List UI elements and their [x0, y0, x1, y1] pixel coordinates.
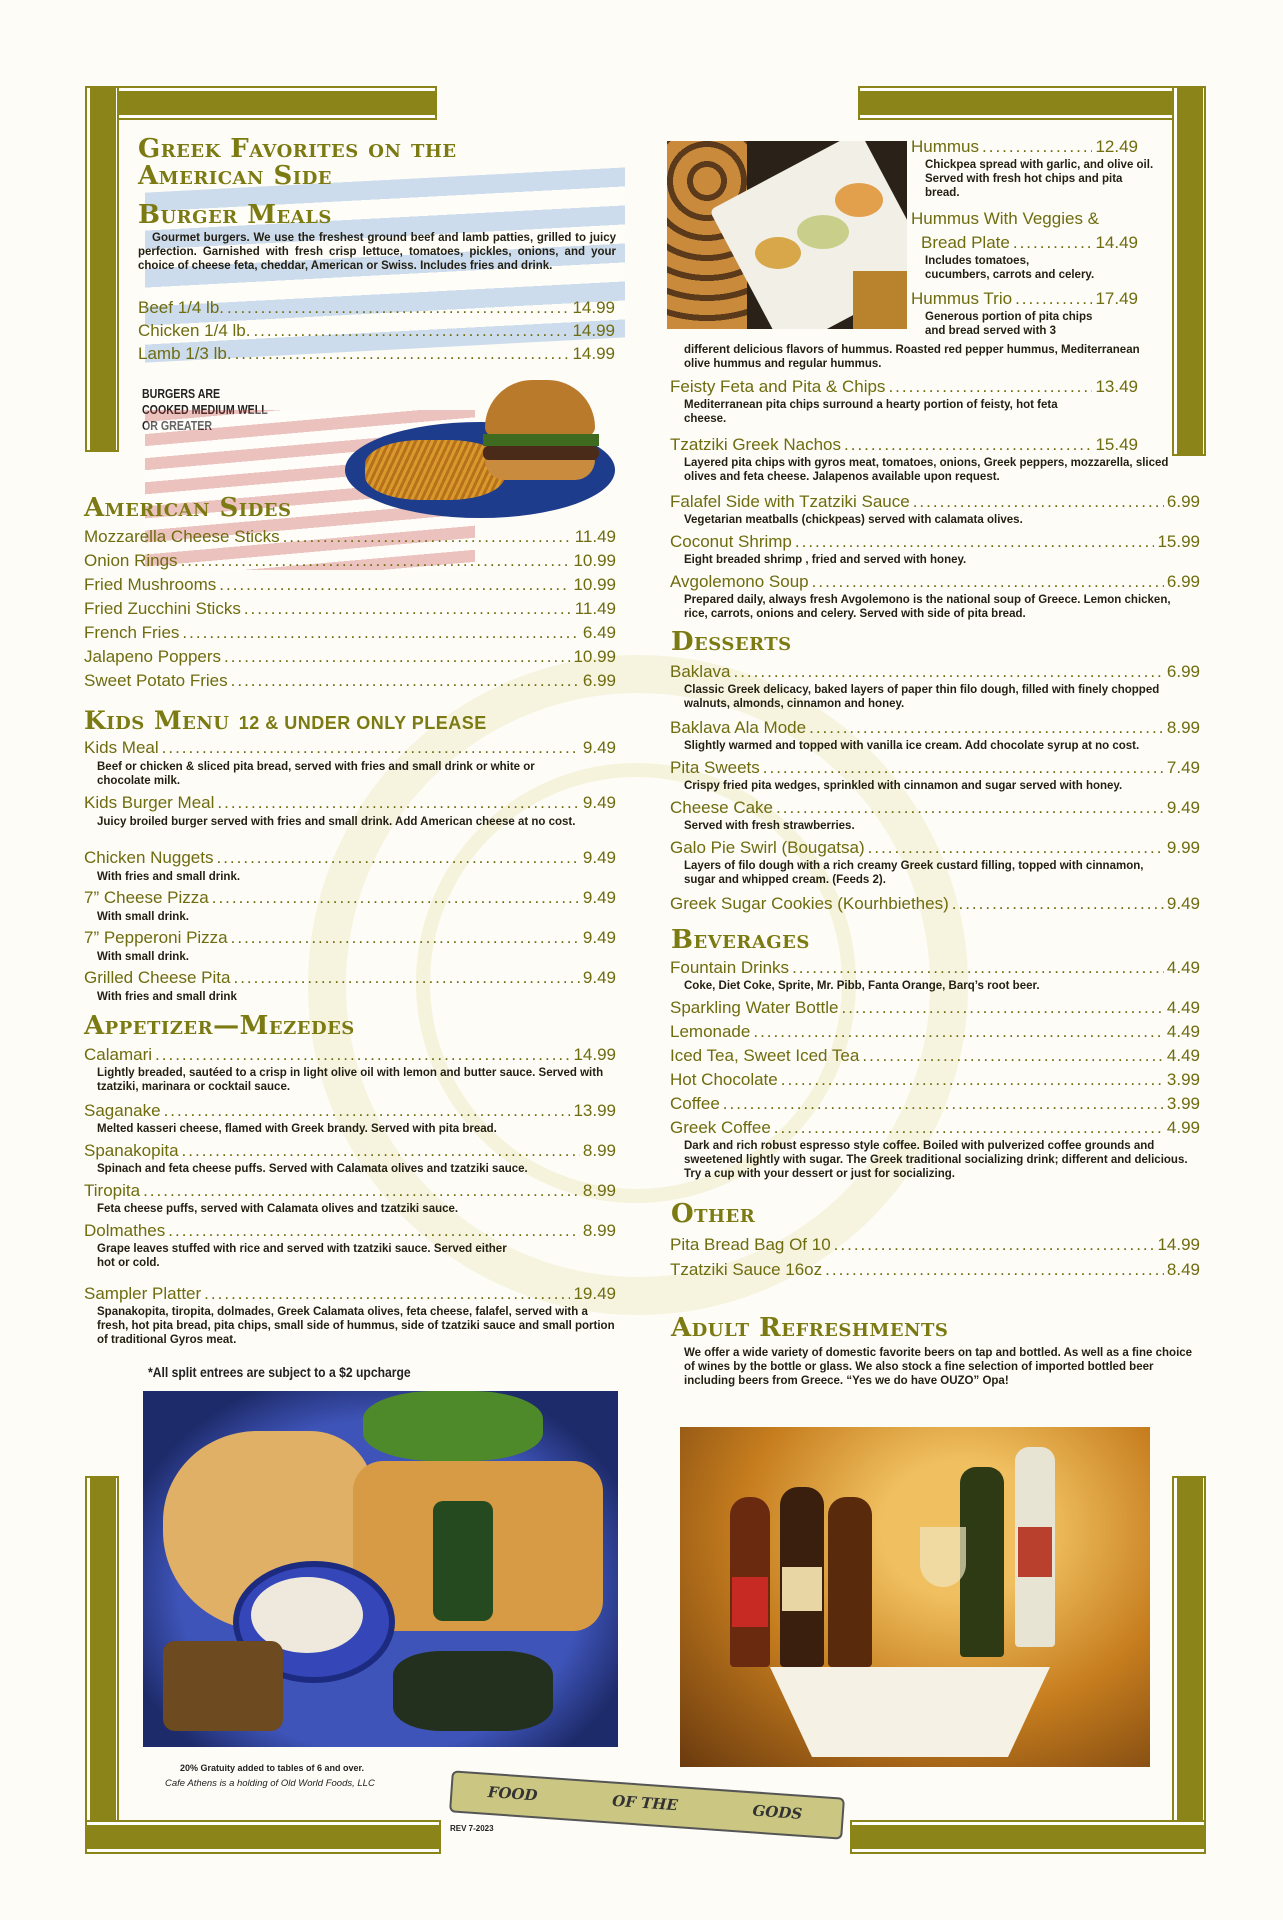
appetizer-desc: Melted kasseri cheese, flamed with Greek brandy. Served with pita bread.: [97, 1123, 497, 1135]
appetizer-item: Falafel Side with Tzatziki Sauce ..... 6.99: [670, 492, 1200, 512]
beverage-item: Fountain Drinks ..... 4.49: [670, 958, 1200, 978]
burger-description: Gourmet burgers. We use the freshest ground beef and lamb patties, grilled to juicy perfection. Garnished with fresh crisp lettuce, tomatoes, pickles, onions, and your choice of cheese feta, cheddar, American or Swiss. Includes fries and drink.: [138, 232, 616, 272]
burger-item: Chicken 1/4 lb. ..... 14.99: [138, 321, 615, 341]
beverage-item: Hot Chocolate ..... 3.99: [670, 1070, 1200, 1090]
hummus-desc: Chickpea spread with garlic, and olive oil. Served with fresh hot chips and pita bread.: [925, 159, 1154, 199]
appetizer-desc: Eight breaded shrimp , fried and served with honey.: [684, 554, 967, 566]
hummus-item: Hummus ..... 12.49: [911, 137, 1138, 157]
appetizer-item: Sampler Platter ..... 19.49: [84, 1284, 616, 1304]
appetizer-desc: Mediterranean pita chips surround a hearty portion of feisty, hot feta cheese.: [684, 399, 1058, 425]
kids-item: Kids Meal ..... 9.49: [84, 738, 616, 758]
side-item: Onion Rings ..... 10.99: [84, 551, 616, 571]
banner-word-gods: GODS: [751, 1801, 803, 1823]
side-item: Fried Zucchini Sticks ..... 11.49: [84, 599, 616, 619]
adult-refreshments-heading: Adult Refreshments: [671, 1313, 949, 1343]
burger-meals-heading: Burger Meals: [138, 200, 332, 230]
burger-plate-photo: [345, 380, 617, 520]
kids-item: 7” Pepperoni Pizza ..... 9.49: [84, 928, 616, 948]
kids-item-desc: With fries and small drink: [97, 991, 237, 1003]
revision-label: REV 7-2023: [450, 1824, 494, 1833]
kids-menu-heading: Kids Menu 12 & UNDER ONLY PLEASE: [84, 706, 487, 735]
dessert-item: Baklava ..... 6.99: [670, 662, 1200, 682]
appetizer-item: Saganake ..... 13.99: [84, 1101, 616, 1121]
greek-american-heading: Greek Favorites on the American Side: [138, 134, 457, 191]
appetizer-item: Tzatziki Greek Nachos ..... 15.49: [670, 435, 1138, 455]
appetizer-desc: Prepared daily, always fresh Avgolemono is the national soup of Greece. Lemon chicken, rice, carrots, onions and celery. Served with side of pita bread.: [684, 594, 1171, 620]
desserts-heading: Desserts: [671, 627, 792, 657]
hummus-item: Hummus Trio ..... 17.49: [911, 289, 1138, 309]
beverage-item: Iced Tea, Sweet Iced Tea ..... 4.49: [670, 1046, 1200, 1066]
kids-age-note: 12 & UNDER ONLY PLEASE: [238, 713, 487, 733]
food-of-the-gods-banner: [450, 1776, 840, 1836]
hummus-desc: Includes tomatoes, cucumbers, carrots and celery.: [925, 255, 1095, 281]
drinks-photo: [680, 1427, 1150, 1767]
dessert-desc: Served with fresh strawberries.: [684, 820, 855, 832]
dessert-desc: Slightly warmed and topped with vanilla ice cream. Add chocolate syrup at no cost.: [684, 740, 1140, 752]
appetizer-desc: Spanakopita, tiropita, dolmades, Greek Calamata olives, feta cheese, falafel, served with a fresh, hot pita bread, pita chips, small side of hummus, side of tzatziki sauce and small portion of traditional Gyros meat.: [97, 1306, 615, 1346]
appetizer-desc: Feta cheese puffs, served with Calamata olives and tzatziki sauce.: [97, 1203, 459, 1215]
beverage-item: Coffee ..... 3.99: [670, 1094, 1200, 1114]
other-item: Tzatziki Sauce 16oz ..... 8.49: [670, 1260, 1200, 1280]
burger-item: Beef 1/4 lb. ..... 14.99: [138, 298, 615, 318]
greek-key-border-right-upper: [1172, 86, 1206, 456]
beverage-item: Greek Coffee ..... 4.99: [670, 1118, 1200, 1138]
banner-word-food: FOOD: [487, 1783, 539, 1805]
dessert-item: Baklava Ala Mode ..... 8.99: [670, 718, 1200, 738]
beverages-heading: Beverages: [671, 925, 810, 955]
banner-word-of-the: OF THE: [611, 1791, 679, 1815]
side-item: French Fries ..... 6.49: [84, 623, 616, 643]
side-item: Mozzarella Cheese Sticks ..... 11.49: [84, 527, 616, 547]
holding-note: Cafe Athens is a holding of Old World Foods, LLC: [165, 1778, 375, 1789]
kids-item: Chicken Nuggets ..... 9.49: [84, 848, 616, 868]
appetizer-item: Calamari ..... 14.99: [84, 1045, 616, 1065]
dessert-desc: Layers of filo dough with a rich creamy Greek custard filling, topped with cinnamon, sugar and whipped cream. (Feeds 2).: [684, 860, 1144, 886]
greek-key-border-top-left: [85, 86, 437, 120]
kids-item-desc: With small drink.: [97, 951, 189, 963]
appetizer-desc: Vegetarian meatballs (chickpeas) served with calamata olives.: [684, 514, 1023, 526]
adult-refreshments-desc: We offer a wide variety of domestic favorite beers on tap and bottled. As well as a fine choice of wines by the bottle or glass. We also stock a fine selection of imported bottled beer including beers from Greece. “Yes we do have OUZO” Opa!: [684, 1347, 1193, 1387]
kids-item-desc: Juicy broiled burger served with fries and small drink. Add American cheese at no cost.: [97, 816, 576, 828]
side-item: Jalapeno Poppers ..... 10.99: [84, 647, 616, 667]
burger-cook-badge: BURGERS ARE COOKED MEDIUM WELL OR GREATER: [142, 387, 268, 433]
beverage-desc: Dark and rich robust espresso style coffee. Boiled with pulverized coffee grounds and sweetened lightly with sugar. The Greek traditional socializing drink; different and delicious. Try a cup with your dessert or just for socializing.: [684, 1140, 1188, 1180]
hummus-item: Bread Plate ..... 14.49: [921, 233, 1138, 253]
greek-key-border-left-upper: [85, 86, 119, 452]
appetizer-item: Avgolemono Soup ..... 6.99: [670, 572, 1200, 592]
hummus-platter-photo: [667, 141, 907, 329]
gratuity-note: 20% Gratuity added to tables of 6 and over.: [180, 1763, 365, 1773]
greek-key-border-left-lower: [85, 1476, 119, 1854]
beverage-desc: Coke, Diet Coke, Sprite, Mr. Pibb, Fanta Orange, Barq’s root beer.: [684, 980, 1040, 992]
kids-item-desc: With small drink.: [97, 911, 189, 923]
appetizer-item: Spanakopita ..... 8.99: [84, 1141, 616, 1161]
appetizer-item: Feisty Feta and Pita & Chips ..... 13.49: [670, 377, 1138, 397]
appetizer-desc: Lightly breaded, sautéed to a crisp in light olive oil with lemon and butter sauce. Served with tzatziki, marinara or cocktail sauce.: [97, 1067, 604, 1093]
hummus-item: Hummus With Veggies &: [911, 209, 1100, 228]
beverage-item: Lemonade ..... 4.49: [670, 1022, 1200, 1042]
dessert-desc: Crispy fried pita wedges, sprinkled with cinnamon and sugar served with honey.: [684, 780, 1123, 792]
split-entree-note: *All split entrees are subject to a $2 upcharge: [148, 1365, 411, 1380]
appetizer-item: Tiropita ..... 8.99: [84, 1181, 616, 1201]
kids-item-desc: Beef or chicken & sliced pita bread, served with fries and small drink or white or chocolate milk.: [97, 761, 535, 787]
appetizer-heading: Appetizer—Mezedes: [84, 1011, 355, 1041]
sampler-platter-photo: [143, 1391, 618, 1747]
appetizer-item: Dolmathes ..... 8.99: [84, 1221, 616, 1241]
dessert-item: Galo Pie Swirl (Bougatsa) ..... 9.99: [670, 838, 1200, 858]
kids-item: Grilled Cheese Pita ..... 9.49: [84, 968, 616, 988]
appetizer-item: Coconut Shrimp ..... 15.99: [670, 532, 1200, 552]
side-item: Sweet Potato Fries ..... 6.99: [84, 671, 616, 691]
dessert-item: Cheese Cake ..... 9.49: [670, 798, 1200, 818]
kids-item: Kids Burger Meal ..... 9.49: [84, 793, 616, 813]
dessert-item: Pita Sweets ..... 7.49: [670, 758, 1200, 778]
other-heading: Other: [671, 1199, 756, 1229]
side-item: Fried Mushrooms ..... 10.99: [84, 575, 616, 595]
greek-key-border-top-right: [858, 86, 1206, 120]
american-sides-heading: American Sides: [84, 493, 292, 523]
kids-item-desc: With fries and small drink.: [97, 871, 241, 883]
appetizer-desc: Spinach and feta cheese puffs. Served with Calamata olives and tzatziki sauce.: [97, 1163, 528, 1175]
beverage-item: Sparkling Water Bottle ..... 4.49: [670, 998, 1200, 1018]
hummus-trio-desc-cont: different delicious flavors of hummus. Roasted red pepper hummus, Mediterranean olive hummus and regular hummus.: [684, 344, 1140, 370]
dessert-desc: Classic Greek delicacy, baked layers of paper thin filo dough, filled with finely chopped walnuts, almonds, cinnamon and honey.: [684, 684, 1160, 710]
other-item: Pita Bread Bag Of 10 ..... 14.99: [670, 1235, 1200, 1255]
greek-key-border-bottom-right: [850, 1820, 1206, 1854]
greek-key-border-right-lower: [1172, 1476, 1206, 1854]
burger-item: Lamb 1/3 lb. ..... 14.99: [138, 344, 615, 364]
kids-item: 7” Cheese Pizza ..... 9.49: [84, 888, 616, 908]
appetizer-desc: Layered pita chips with gyros meat, tomatoes, onions, Greek peppers, mozzarella, sliced olives and feta cheese. Jalapenos available upon request.: [684, 457, 1169, 483]
dessert-item: Greek Sugar Cookies (Kourhbiethes) ..... 9.49: [670, 894, 1200, 914]
hummus-desc: Generous portion of pita chips and bread served with 3: [925, 311, 1093, 337]
greek-key-border-bottom-left: [85, 1820, 441, 1854]
appetizer-desc: Grape leaves stuffed with rice and served with tzatziki sauce. Served either hot or cold.: [97, 1243, 507, 1269]
